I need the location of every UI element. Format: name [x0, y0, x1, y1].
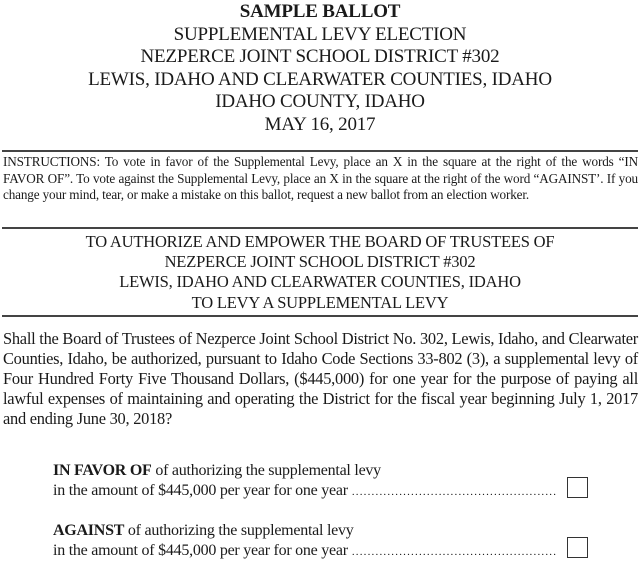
- ballot-header: [0, 1, 640, 136]
- option-description: of authorizing the supplemental levy: [124, 522, 354, 539]
- proposition-line: NEZPERCE JOINT SCHOOL DISTRICT #302: [164, 252, 476, 272]
- option-label: AGAINST: [53, 522, 125, 539]
- option-line-1: [53, 521, 558, 541]
- proposition-line: LEWIS, IDAHO AND CLEARWATER COUNTIES, IDAHO: [119, 272, 521, 292]
- county-line: IDAHO COUNTY, IDAHO: [215, 91, 425, 112]
- proposition-line: TO AUTHORIZE AND EMPOWER THE BOARD OF TRUSTEES OF: [85, 232, 555, 251]
- district-name: NEZPERCE JOINT SCHOOL DISTRICT #302: [140, 46, 500, 67]
- in-favor-checkbox[interactable]: [567, 477, 588, 498]
- option-amount-line: in the amount of $445,000 per year for one year: [53, 542, 348, 559]
- instructions-text: INSTRUCTIONS: To vote in favor of the Supplemental Levy, place an X in the square at the right of the words “IN FAVOR OF”. To vote against the Supplemental Levy, place an X in the square at the right of the word “AGAINST’. If you change your mind, tear, or make a mistake on this ballot, request a new ballot from an election worker.: [3, 154, 638, 203]
- divider-top: [2, 150, 638, 152]
- option-in-favor: [53, 461, 588, 501]
- ballot-title: SAMPLE BALLOT: [239, 1, 401, 22]
- option-description: of authorizing the supplemental levy: [151, 462, 381, 479]
- divider-middle: [2, 227, 638, 229]
- proposition-line: TO LEVY A SUPPLEMENTAL LEVY: [191, 292, 449, 312]
- option-against: [53, 521, 588, 561]
- divider-bottom: [2, 315, 638, 317]
- against-checkbox[interactable]: [567, 537, 588, 558]
- proposition-heading: [0, 232, 640, 313]
- dot-leader: [352, 484, 558, 501]
- election-date: MAY 16, 2017: [264, 113, 376, 135]
- ballot-question: Shall the Board of Trustees of Nezperce Joint School District No. 302, Lewis, Idaho, and Clearwater Counties, Idaho, be authorized, pursuant to Idaho Code Sections 33-802 (3), a supplemental levy of Four Hundred Forty Five Thousand Dollars, ($445,000) for one year for the purpose of paying all lawful expenses of maintaining and operating the District for the fiscal year beginning July 1, 2017 and ending June 30, 2018?: [3, 329, 638, 428]
- dot-leader: [352, 544, 558, 561]
- election-name: SUPPLEMENTAL LEVY ELECTION: [173, 23, 467, 45]
- option-amount-line: in the amount of $445,000 per year for one year: [53, 482, 348, 499]
- option-label: IN FAVOR OF: [53, 462, 152, 479]
- option-line-1: [53, 461, 558, 481]
- counties-line: LEWIS, IDAHO AND CLEARWATER COUNTIES, IDAHO: [88, 68, 552, 90]
